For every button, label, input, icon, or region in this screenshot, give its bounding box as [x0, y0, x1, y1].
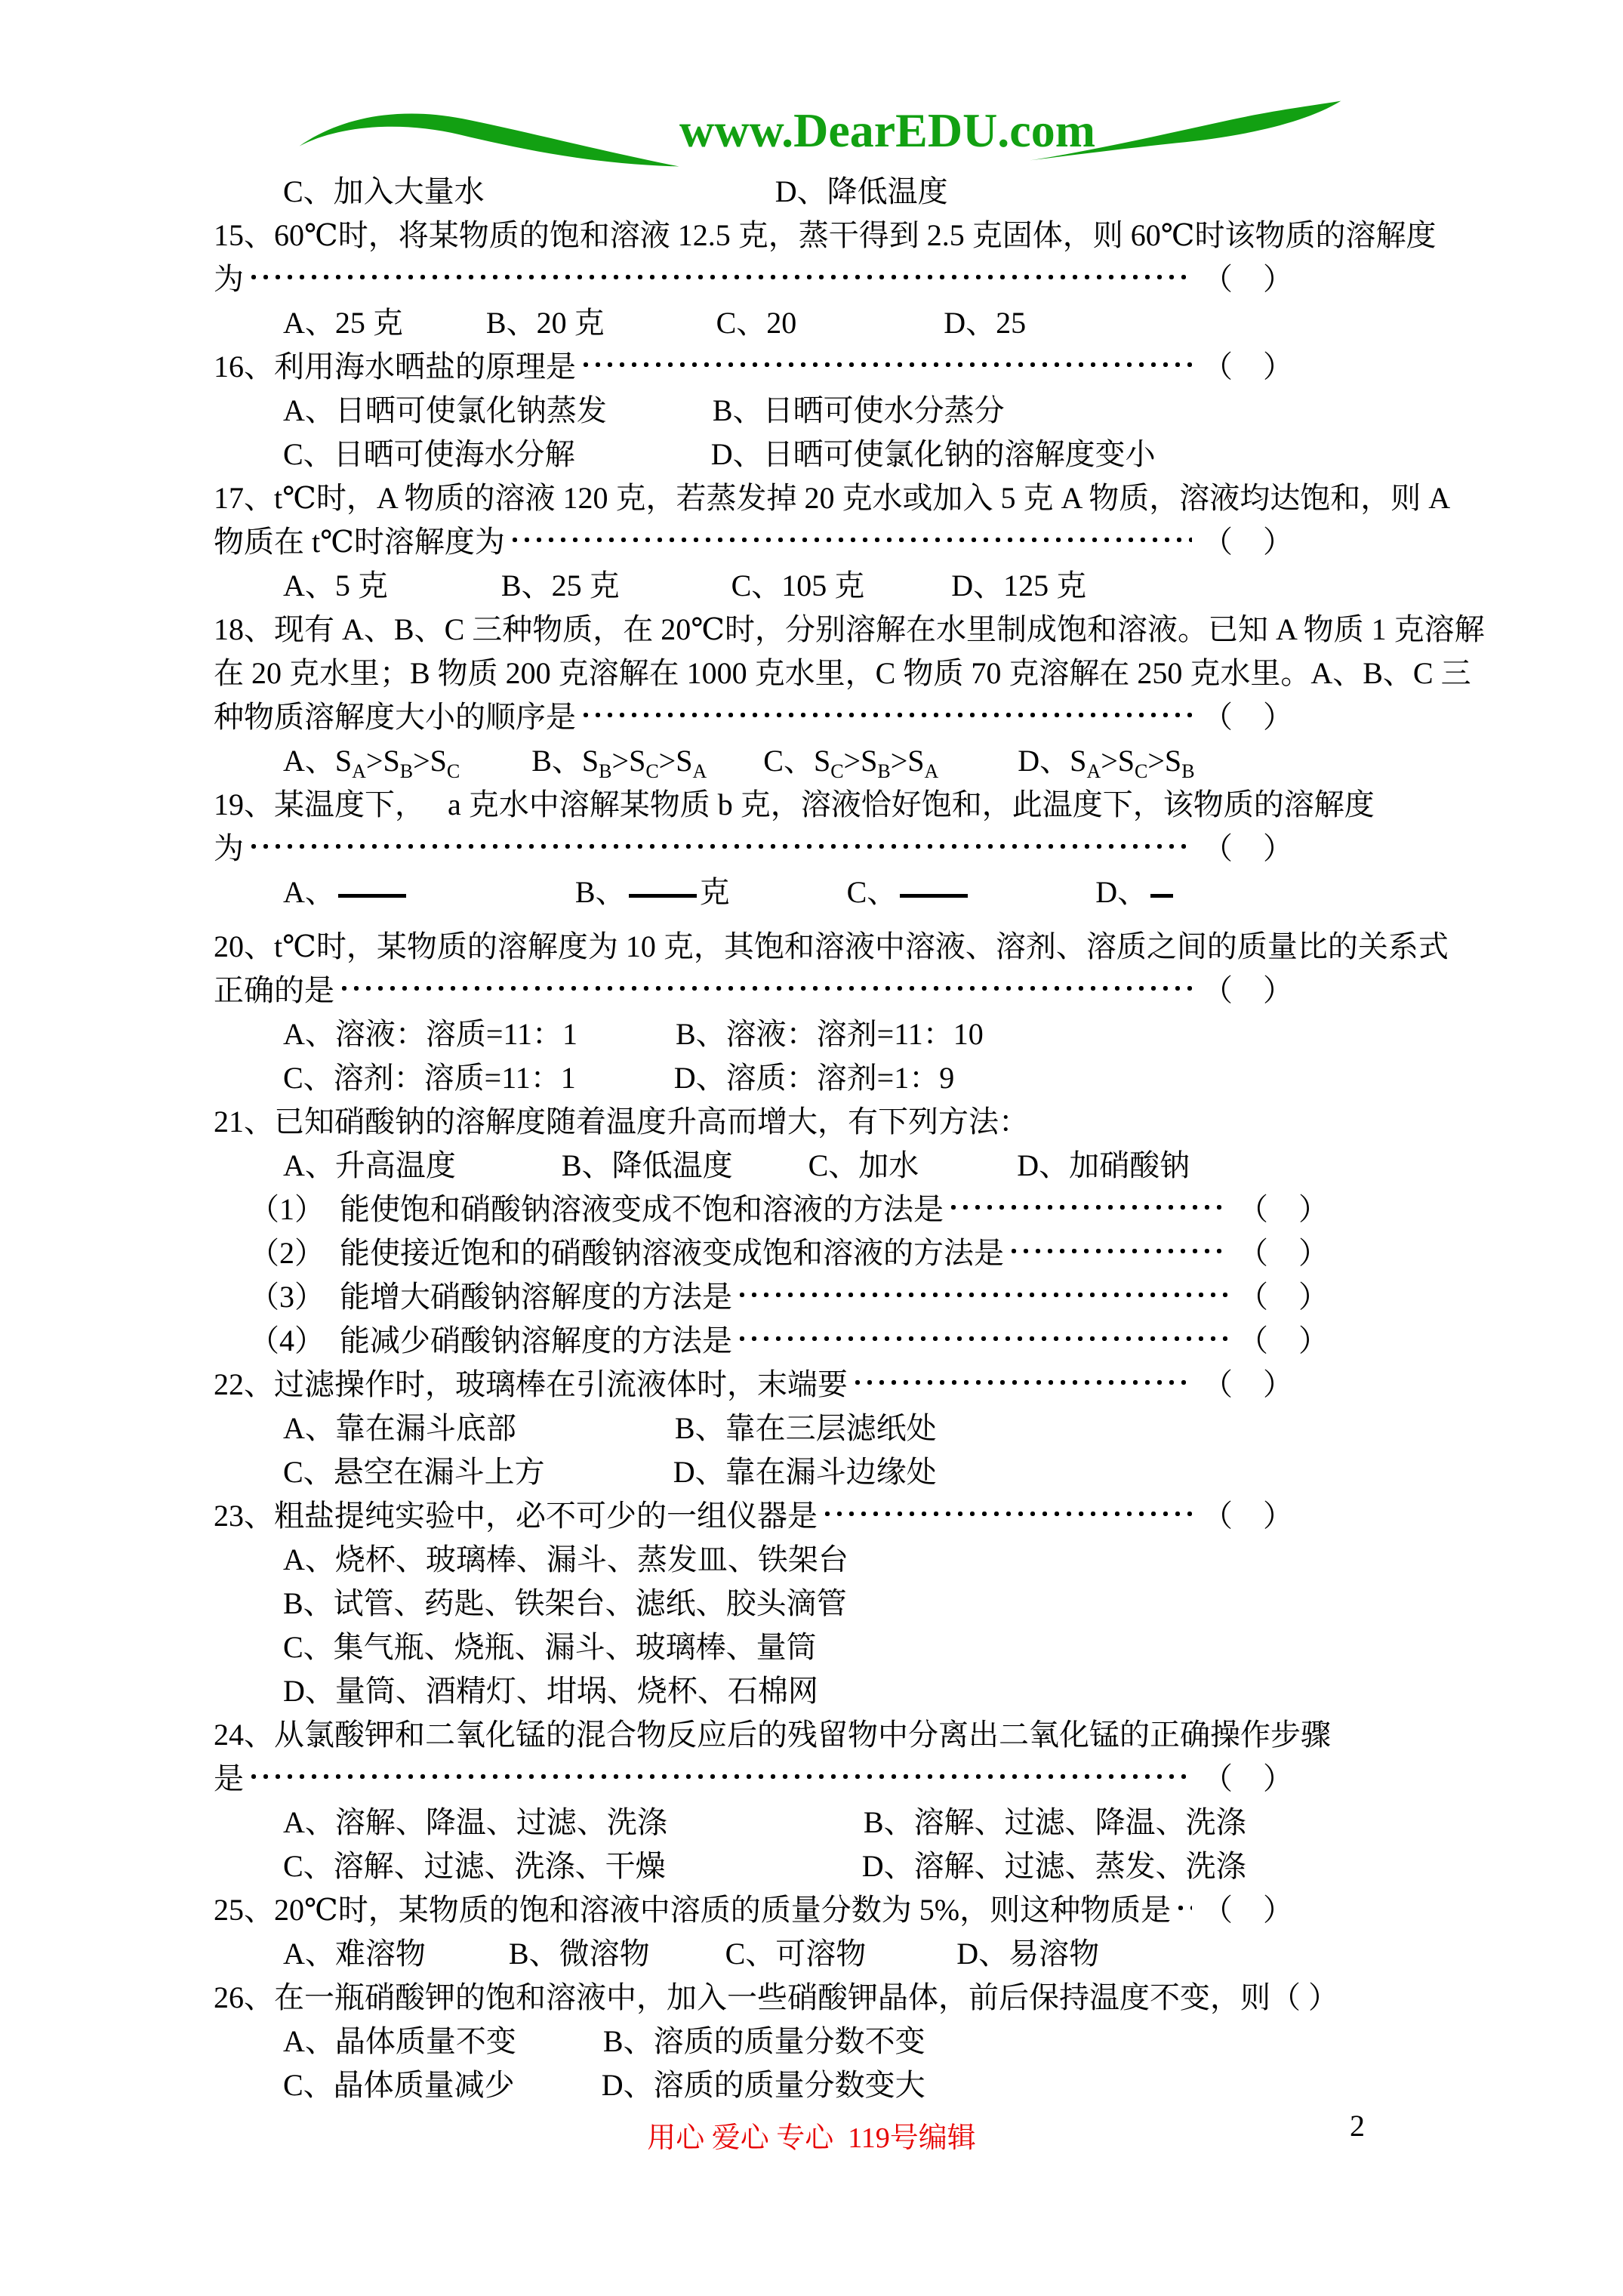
line-text: 23、粗盐提纯实验中，必不可少的一组仪器是 [214, 1499, 818, 1533]
text-line [283, 168, 1623, 211]
text-line [283, 299, 1623, 343]
line-text: （ ） [1203, 1367, 1293, 1401]
line-text: C、加入大量水 [283, 174, 485, 208]
logo-left-swoosh-icon [293, 103, 685, 175]
line-text: >S [365, 744, 400, 778]
line-text: （ ） [1203, 350, 1293, 384]
line-text: C、悬空在漏斗上方 [283, 1455, 545, 1489]
subscript-text: A [352, 760, 366, 782]
line-text: （1） 能使饱和硝酸钠溶液变成不饱和溶液的方法是 [249, 1192, 944, 1226]
text-line [214, 474, 1623, 518]
line-text: B、20 克 [485, 306, 605, 340]
line-text: >S [658, 744, 693, 778]
spacer [456, 1175, 562, 1176]
line-text: 为 [214, 831, 244, 865]
line-text: C、105 克 [731, 569, 865, 603]
spacer [388, 595, 501, 596]
text-line [214, 1711, 1623, 1755]
text-line [214, 966, 1293, 1010]
line-text: 21、已知硝酸钠的溶解度随着温度升高而增大，有下列方法： [214, 1105, 1029, 1139]
line-text: （3） 能增大硝酸钠溶解度的方法是 [249, 1280, 732, 1314]
subscript-text: C [1135, 760, 1148, 782]
text-line [214, 255, 1293, 299]
line-text: A、烧杯、玻璃棒、漏斗、蒸发皿、铁架台 [283, 1542, 848, 1576]
text-line [214, 1361, 1293, 1404]
line-text: D、125 克 [951, 569, 1087, 603]
text-line [283, 1536, 1623, 1579]
spacer [864, 595, 951, 596]
dotted-leader [824, 1510, 1192, 1518]
spacer [605, 332, 716, 333]
text-line [214, 1886, 1293, 1930]
line-text: （ ） [1238, 1236, 1329, 1270]
spacer [426, 1963, 509, 1964]
line-text: 15、60℃时，将某物质的饱和溶液 12.5 克，蒸干得到 2.5 克固体，则 60℃时该物质的溶解度 [214, 218, 1437, 252]
dotted-leader [340, 985, 1192, 992]
line-text: 22、过滤操作时，玻璃棒在引流液体时，末端要 [214, 1367, 848, 1401]
text-line [214, 649, 1623, 693]
line-text: B、S [531, 744, 599, 778]
line-text: >S [890, 744, 925, 778]
spacer [545, 1481, 673, 1482]
text-line [249, 1185, 1329, 1229]
text-line [283, 1798, 1623, 1842]
line-text: A、难溶物 [283, 1937, 426, 1971]
text-line [214, 1098, 1623, 1142]
line-text: C、S [763, 744, 831, 778]
line-text: C、可溶物 [725, 1937, 867, 1971]
text-line [249, 1273, 1329, 1317]
spacer [403, 332, 486, 333]
line-text: （2） 能使接近饱和的硝酸钠溶液变成饱和溶液的方法是 [249, 1236, 1004, 1270]
subscript-text: B [1181, 760, 1195, 782]
line-text: 16、利用海水晒盐的原理是 [214, 350, 576, 384]
page-number: 2 [1350, 2109, 1365, 2143]
line-text: 18、现有 A、B、C 三种物质，在 20℃时，分别溶解在水里制成饱和溶液。已知 A 物质 1 克溶解 [214, 612, 1485, 646]
line-text: D、易溶物 [956, 1937, 1100, 1971]
spacer [515, 2094, 602, 2095]
spacer [650, 1963, 725, 1964]
line-text: C、溶剂：溶质=11：1 [283, 1061, 576, 1095]
line-text: D、溶质：溶剂=1：9 [673, 1061, 955, 1095]
spacer [796, 332, 944, 333]
text-line [283, 1842, 1623, 1886]
fraction-bar [338, 894, 406, 898]
text-line [249, 1229, 1329, 1273]
spacer [733, 1175, 808, 1176]
text-line [283, 1404, 1623, 1448]
spacer [576, 1087, 674, 1088]
dotted-leader [582, 361, 1192, 368]
dotted-leader [1010, 1247, 1227, 1255]
spacer [938, 770, 1018, 771]
text-line [283, 1010, 1623, 1054]
line-text: 种物质溶解度大小的顺序是 [214, 700, 576, 734]
text-line [214, 606, 1623, 649]
text-line [283, 868, 1623, 923]
spacer [620, 595, 731, 596]
line-text: 物质在 t℃时溶解度为 [214, 525, 505, 559]
spacer [971, 901, 1095, 902]
line-text: 是 [214, 1761, 244, 1795]
line-text: A、溶解、降温、过滤、洗涤 [283, 1805, 667, 1839]
text-line [214, 781, 1623, 824]
text-line [283, 387, 1623, 430]
text-line [249, 1317, 1329, 1361]
line-text: D、S [1018, 744, 1087, 778]
text-line [283, 1930, 1623, 1974]
line-text: C、晶体质量减少 [283, 2068, 515, 2102]
line-text: >S [1147, 744, 1182, 778]
line-text: D、溶解、过滤、蒸发、洗涤 [861, 1849, 1246, 1883]
spacer [607, 420, 713, 421]
line-text: A、5 克 [283, 569, 388, 603]
subscript-text: C [446, 760, 460, 782]
line-text: B、日晒可使水分蒸分 [712, 393, 1005, 427]
line-text: B、降低温度 [561, 1148, 733, 1182]
text-line [283, 1448, 1623, 1492]
line-text: 在 20 克水里；B 物质 200 克溶解在 1000 克水里，C 物质 70 克溶解在 250 克水里。A、B、C 三 [214, 656, 1471, 690]
line-text: C、 [846, 875, 898, 909]
text-line [283, 1054, 1623, 1098]
text-line [283, 1623, 1623, 1667]
spacer [866, 1963, 956, 1964]
subscript-text: B [399, 760, 414, 782]
dotted-leader [250, 273, 1192, 281]
line-text: （4） 能减少硝酸钠溶解度的方法是 [249, 1324, 732, 1358]
line-text: 为 [214, 262, 244, 296]
line-text: （ ） [1203, 831, 1293, 865]
spacer [460, 770, 531, 771]
line-text: B、溶质的质量分数不变 [602, 2024, 925, 2058]
line-text: B、靠在三层滤纸处 [674, 1411, 937, 1445]
text-line [283, 737, 1623, 781]
dotted-leader [738, 1291, 1227, 1299]
subscript-text: A [1086, 760, 1101, 782]
line-text: （ ） [1203, 262, 1293, 296]
line-text: 25、20℃时，某物质的饱和溶液中溶质的质量分数为 5%，则这种物质是 [214, 1893, 1172, 1927]
line-text: 20、t℃时，某物质的溶解度为 10 克，其饱和溶液中溶液、溶剂、溶质之间的质量比的关系式 [214, 929, 1449, 963]
line-text: 24、从氯酸钾和二氧化锰的混合物反应后的残留物中分离出二氧化锰的正确操作步骤 [214, 1718, 1331, 1752]
line-text: C、加水 [808, 1148, 919, 1182]
dotted-leader [854, 1379, 1192, 1386]
text-line [214, 1755, 1293, 1798]
line-text: （ ） [1203, 525, 1293, 559]
spacer [730, 901, 847, 902]
text-line [283, 430, 1623, 474]
line-text: A、 [283, 875, 335, 909]
text-line [214, 211, 1623, 255]
line-text: C、20 [716, 306, 797, 340]
text-line [283, 1579, 1623, 1623]
subscript-text: B [877, 760, 891, 782]
dotted-leader [582, 711, 1192, 719]
line-text: D、降低温度 [775, 174, 948, 208]
text-line [283, 2061, 1623, 2105]
line-text: 26、在一瓶硝酸钾的饱和溶液中，加入一些硝酸钾晶体，前后保持温度不变，则（ ） [214, 1980, 1338, 2014]
line-text: （ ） [1238, 1324, 1329, 1358]
line-text: 17、t℃时，A 物质的溶液 120 克，若蒸发掉 20 克水或加入 5 克 A 物质，溶液均达饱和，则 A [214, 481, 1451, 515]
text-line [214, 518, 1293, 562]
line-text: （ ） [1238, 1192, 1329, 1226]
line-text: A、日晒可使氯化钠蒸发 [283, 393, 607, 427]
line-text: （ ） [1203, 973, 1293, 1007]
line-text: B、溶解、过滤、降温、洗涤 [863, 1805, 1246, 1839]
subscript-text: C [830, 760, 844, 782]
fraction-bar [629, 894, 697, 898]
line-text: 19、某温度下， a 克水中溶解某物质 b 克，溶液恰好饱和，此温度下，该物质的溶解度 [214, 787, 1375, 821]
subscript-text: A [692, 760, 707, 782]
subscript-text: A [924, 760, 939, 782]
line-text: B、溶液：溶剂=11：10 [675, 1017, 984, 1051]
text-line [214, 343, 1293, 387]
dotted-leader [250, 843, 1192, 850]
dotted-leader [1177, 1904, 1192, 1912]
spacer [409, 901, 575, 902]
line-text: （ ） [1203, 700, 1293, 734]
text-line [214, 1974, 1623, 2017]
spacer [919, 1175, 1017, 1176]
spacer [666, 1875, 862, 1876]
line-text: A、S [283, 744, 353, 778]
logo-text: www.DearEDU.com [679, 103, 1095, 157]
text-line [283, 2017, 1623, 2061]
logo-right-swoosh-icon [1021, 95, 1350, 168]
line-text: （ ） [1203, 1499, 1293, 1533]
footer-note: 用心 爱心 专心 119号编辑 [647, 2122, 976, 2154]
line-text: D、靠在漏斗边缘处 [673, 1455, 937, 1489]
line-text: B、 [574, 875, 626, 909]
line-text: （ ） [1203, 1761, 1293, 1795]
line-text: D、25 [944, 306, 1027, 340]
dotted-leader [950, 1203, 1227, 1211]
line-text: 正确的是 [214, 973, 334, 1007]
text-line [283, 1142, 1623, 1185]
fraction-bar [1150, 894, 1173, 898]
header-logo [293, 89, 1350, 178]
dotted-leader [511, 536, 1192, 544]
line-text: A、25 克 [283, 306, 403, 340]
dotted-leader [738, 1335, 1227, 1342]
text-line [283, 1667, 1623, 1711]
line-text: >S [611, 744, 646, 778]
line-text: D、量筒、酒精灯、坩埚、烧杯、石棉网 [283, 1674, 818, 1708]
line-text: >S [843, 744, 878, 778]
spacer [577, 1043, 676, 1044]
line-text: A、升高温度 [283, 1148, 456, 1182]
spacer [707, 770, 763, 771]
line-text: >S [413, 744, 447, 778]
line-text: D、溶质的质量分数变大 [601, 2068, 925, 2102]
fraction-bar [900, 894, 968, 898]
line-text: C、溶解、过滤、洗涤、干燥 [283, 1849, 666, 1883]
dotted-leader [250, 1773, 1192, 1780]
line-text: B、微溶物 [508, 1937, 650, 1971]
line-text: A、溶液：溶质=11：1 [283, 1017, 577, 1051]
line-text: 克 [699, 875, 730, 909]
line-text: （ ） [1238, 1280, 1329, 1314]
line-text: B、试管、药匙、铁架台、滤纸、胶头滴管 [283, 1586, 847, 1620]
spacer [485, 201, 775, 202]
line-text: >S [1101, 744, 1135, 778]
text-line [214, 923, 1623, 966]
line-text: A、靠在漏斗底部 [283, 1411, 516, 1445]
line-text: （ ） [1203, 1893, 1293, 1927]
line-text: B、25 克 [500, 569, 620, 603]
subscript-text: C [645, 760, 659, 782]
text-line [283, 562, 1623, 606]
line-text: C、集气瓶、烧瓶、漏斗、玻璃棒、量筒 [283, 1630, 817, 1664]
line-text: D、日晒可使氯化钠的溶解度变小 [710, 437, 1156, 471]
line-text: D、 [1095, 875, 1148, 909]
line-text: A、晶体质量不变 [283, 2024, 516, 2058]
text-line [214, 1492, 1293, 1536]
line-text: C、日晒可使海水分解 [283, 437, 575, 471]
subscript-text: B [599, 760, 612, 782]
text-line [214, 824, 1293, 868]
line-text: D、加硝酸钠 [1017, 1148, 1190, 1182]
text-line [214, 693, 1293, 737]
document-body [0, 168, 1623, 2105]
